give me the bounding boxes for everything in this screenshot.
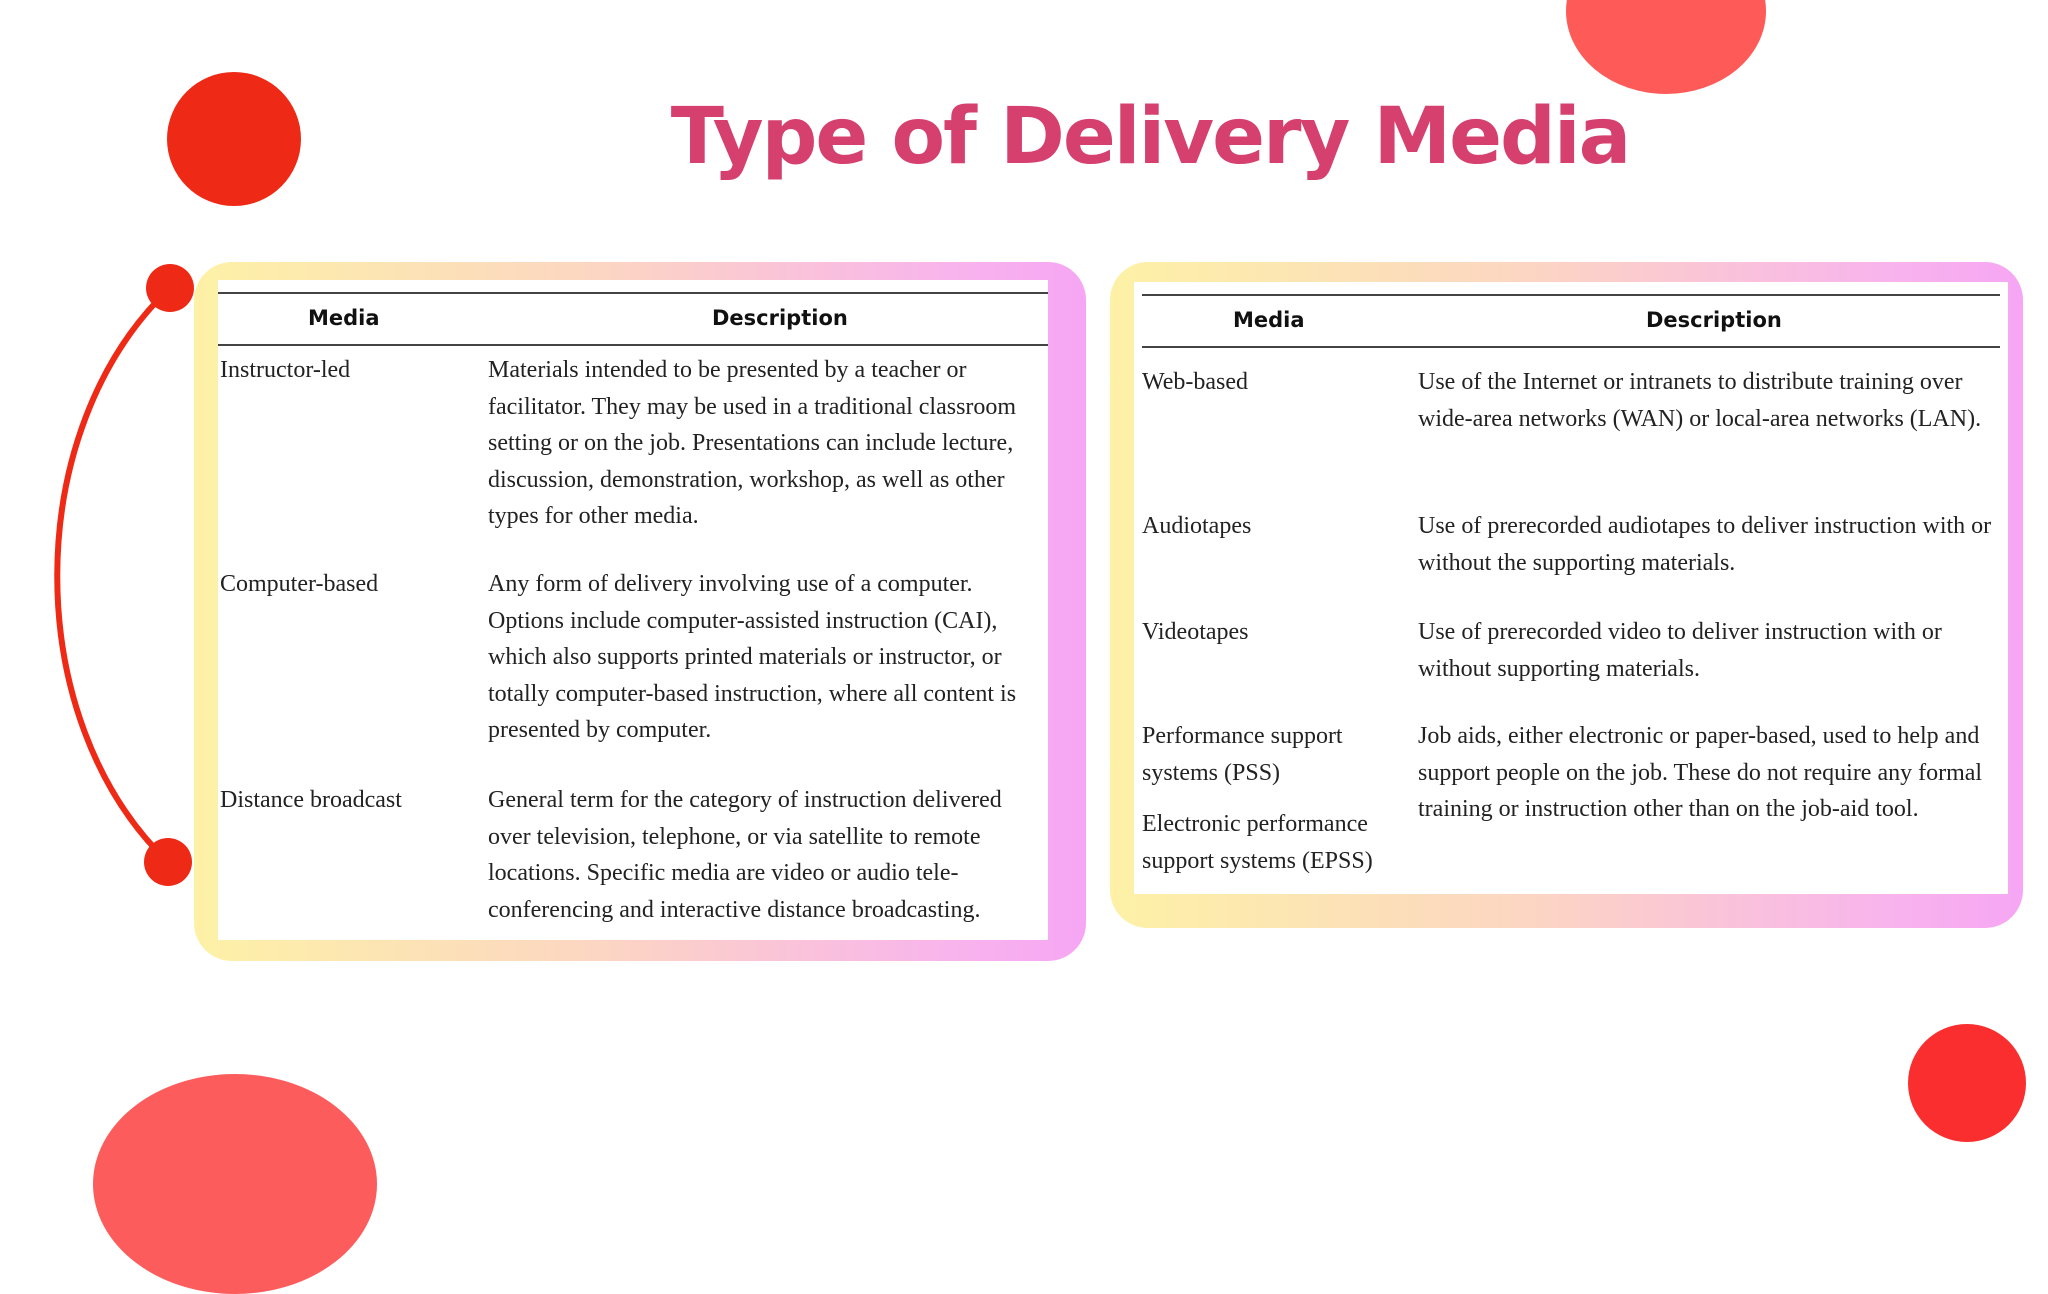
right-row-2-description: Use of prerecorded audiotapes to deliver instruction with or without the supporting materials. — [1418, 513, 1992, 576]
right-row-2-media: Audiotapes — [1142, 513, 1252, 539]
left-row-3-media: Distance broadcast — [220, 787, 402, 813]
right-row-3-media: Videotapes — [1142, 619, 1249, 645]
left-table-frame — [194, 262, 1086, 961]
page-title: Type of Delivery Media — [670, 92, 1630, 182]
right-row-4-media-extra: Electronic performance support systems (EPSS) — [1142, 811, 1373, 874]
right-row-1-description: Use of the Internet or intranets to distribute training over wide-area networks (WAN) or local-area networks (LAN). — [1418, 369, 1982, 432]
left-row-2-media: Computer-based — [220, 571, 379, 597]
left-header-media: Media — [308, 306, 380, 330]
right-header-media: Media — [1233, 308, 1305, 332]
left-row-3-description: General term for the category of instruction delivered over television, telephone, or via satellite to remote locations. Specific media are video or audio tele-conferencing and interactive distance broadcasting. — [488, 787, 1002, 923]
connector-dot-top — [146, 264, 194, 312]
left-header-description: Description — [712, 306, 848, 330]
decorative-circle-top-right — [1566, 0, 1766, 94]
decorative-circle-bottom-left — [93, 1074, 377, 1294]
left-row-1-description: Materials intended to be presented by a teacher or facilitator. They may be used in a traditional classroom setting or on the job. Presentations can include lecture, discussion, demonstration, workshop, as well as other types for other media. — [488, 357, 1017, 529]
connector-line — [57, 288, 170, 862]
right-table-header — [1142, 294, 2000, 348]
connector-dot-bottom — [144, 838, 192, 886]
left-row-2-description: Any form of delivery involving use of a computer. Options include computer-assisted instruction (CAI), which also supports printed materials or instructor, or totally computer-based instruction, where all content is presented by computer. — [488, 571, 1017, 743]
right-row-4-description: Job aids, either electronic or paper-based, used to help and support people on the job. These do not require any formal training or instruction other than on the job-aid tool. — [1418, 723, 1983, 822]
right-table — [1134, 282, 2008, 894]
left-row-1-media: Instructor-led — [220, 357, 351, 383]
right-row-4-media: Performance support systems (PSS) — [1142, 723, 1343, 786]
left-table-header — [218, 292, 1048, 346]
left-table — [218, 280, 1048, 940]
right-table-frame — [1110, 262, 2023, 928]
right-header-description: Description — [1646, 308, 1782, 332]
decorative-circle-bottom-right — [1908, 1024, 2026, 1142]
right-row-3-description: Use of prerecorded video to deliver instruction with or without supporting materials. — [1418, 619, 1942, 682]
right-row-1-media: Web-based — [1142, 369, 1249, 395]
